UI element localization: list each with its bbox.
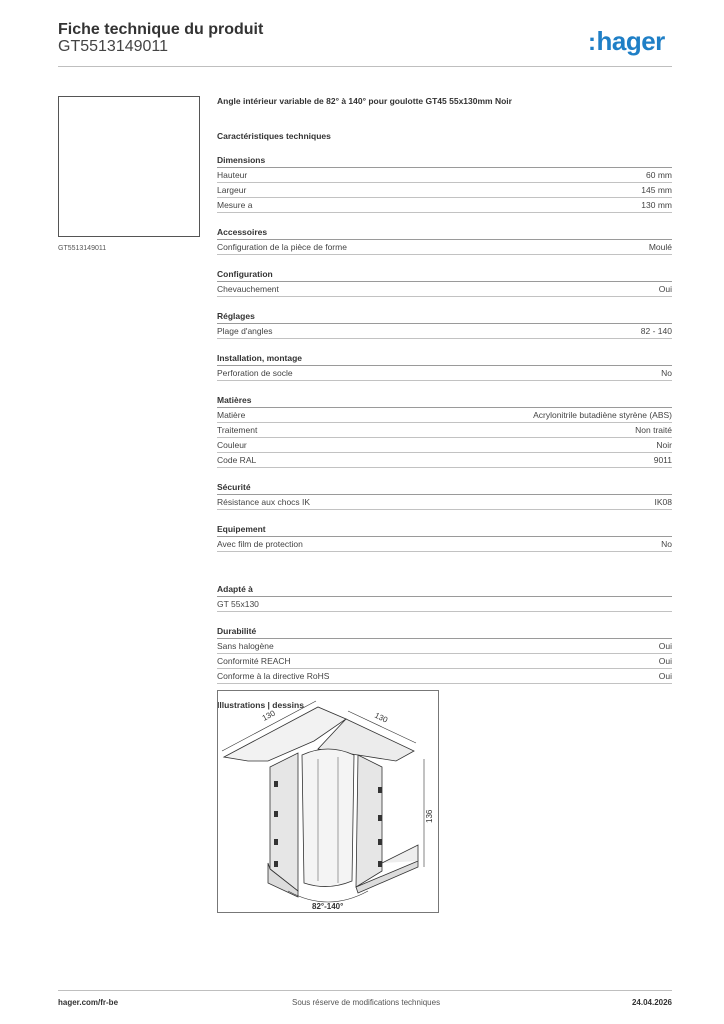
angle-drawing-svg bbox=[218, 691, 438, 912]
illustrations-heading: Illustrations | dessins bbox=[217, 700, 304, 710]
spec-label: GT 55x130 bbox=[217, 599, 259, 609]
dim-height-label: 136 bbox=[425, 809, 434, 823]
spec-row bbox=[217, 183, 672, 198]
spec-label: Mesure a bbox=[217, 200, 253, 210]
page-title: Fiche technique du produit bbox=[58, 21, 264, 38]
spec-row bbox=[217, 597, 672, 612]
logo-dots: : bbox=[588, 29, 596, 56]
spec-group-title: Matières bbox=[217, 394, 672, 408]
spec-value: No bbox=[661, 539, 672, 549]
spec-label: Configuration de la pièce de forme bbox=[217, 242, 347, 252]
spacer bbox=[217, 552, 672, 570]
spec-value: Non traité bbox=[635, 425, 672, 435]
spec-label: Plage d'angles bbox=[217, 326, 273, 336]
spec-group bbox=[217, 310, 672, 339]
spec-label: Conforme à la directive RoHS bbox=[217, 671, 330, 681]
spec-content bbox=[217, 96, 672, 710]
spec-row bbox=[217, 495, 672, 510]
spec-value: Acrylonitrile butadiène styrène (ABS) bbox=[533, 410, 672, 420]
spec-label: Couleur bbox=[217, 440, 247, 450]
footer-divider bbox=[58, 990, 672, 991]
dim-right-label: 130 bbox=[373, 710, 390, 725]
spec-group bbox=[217, 226, 672, 255]
spec-row bbox=[217, 282, 672, 297]
spec-value: Oui bbox=[658, 641, 672, 651]
spec-group-title: Configuration bbox=[217, 268, 672, 282]
spec-value: Moulé bbox=[648, 242, 672, 252]
spec-group bbox=[217, 523, 672, 552]
characteristics-heading: Caractéristiques techniques bbox=[217, 131, 331, 141]
spec-group-title: Sécurité bbox=[217, 481, 672, 495]
technical-drawing bbox=[217, 690, 439, 913]
header-divider bbox=[58, 66, 672, 67]
spec-group-title: Réglages bbox=[217, 310, 672, 324]
spec-group bbox=[217, 154, 672, 213]
spec-value: IK08 bbox=[654, 497, 672, 507]
spec-label: Perforation de socle bbox=[217, 368, 293, 378]
spec-group bbox=[217, 625, 672, 684]
spec-label: Hauteur bbox=[217, 170, 248, 180]
spec-value: 145 mm bbox=[641, 185, 672, 195]
spec-value: Oui bbox=[658, 671, 672, 681]
spec-group bbox=[217, 481, 672, 510]
product-image-placeholder bbox=[58, 96, 200, 237]
spec-row bbox=[217, 453, 672, 468]
spec-row bbox=[217, 639, 672, 654]
spec-label: Résistance aux chocs IK bbox=[217, 497, 311, 507]
spec-row bbox=[217, 198, 672, 213]
spec-label: Code RAL bbox=[217, 455, 257, 465]
spec-label: Avec film de protection bbox=[217, 539, 303, 549]
spec-label: Chevauchement bbox=[217, 284, 279, 294]
spec-group bbox=[217, 583, 672, 612]
spec-label: Sans halogène bbox=[217, 641, 274, 651]
spec-group bbox=[217, 268, 672, 297]
spec-value: 60 mm bbox=[646, 170, 672, 180]
dim-left-label: 130 bbox=[260, 708, 277, 723]
spec-group bbox=[217, 352, 672, 381]
spec-group-title: Installation, montage bbox=[217, 352, 672, 366]
spec-label: Conformité REACH bbox=[217, 656, 291, 666]
logo-text: hager bbox=[596, 26, 665, 56]
hager-logo bbox=[588, 26, 665, 58]
spec-row bbox=[217, 366, 672, 381]
footer-website[interactable]: hager.com/fr-be bbox=[58, 998, 119, 1007]
spec-group bbox=[217, 394, 672, 468]
spec-group-title: Equipement bbox=[217, 523, 672, 537]
product-code: GT5513149011 bbox=[58, 38, 169, 55]
spec-value: 130 mm bbox=[641, 200, 672, 210]
spec-label: Matière bbox=[217, 410, 246, 420]
spec-value: Noir bbox=[656, 440, 672, 450]
spec-value: Oui bbox=[658, 284, 672, 294]
spec-label: Largeur bbox=[217, 185, 247, 195]
spec-group-title: Adapté à bbox=[217, 583, 672, 597]
spec-groups-secondary bbox=[217, 583, 672, 684]
spec-value: No bbox=[661, 368, 672, 378]
spec-row bbox=[217, 408, 672, 423]
spec-row bbox=[217, 240, 672, 255]
footer-date: 24.04.2026 bbox=[631, 998, 672, 1007]
spec-row bbox=[217, 168, 672, 183]
spec-group-title: Durabilité bbox=[217, 625, 672, 639]
spec-row bbox=[217, 654, 672, 669]
dim-angle-label: 82°-140° bbox=[312, 902, 344, 911]
spec-row bbox=[217, 537, 672, 552]
spec-groups bbox=[217, 154, 672, 552]
product-image-caption: GT5513149011 bbox=[58, 245, 107, 252]
spec-row bbox=[217, 324, 672, 339]
spec-value: Oui bbox=[658, 656, 672, 666]
spec-value: 9011 bbox=[653, 455, 672, 465]
footer-notice: Sous réserve de modifications techniques bbox=[292, 998, 441, 1007]
spec-row bbox=[217, 669, 672, 684]
spec-row bbox=[217, 423, 672, 438]
spec-row bbox=[217, 438, 672, 453]
spec-value: 82 - 140 bbox=[640, 326, 672, 336]
spec-group-title: Accessoires bbox=[217, 226, 672, 240]
spec-label: Traitement bbox=[217, 425, 258, 435]
spec-group-title: Dimensions bbox=[217, 154, 672, 168]
product-description: Angle intérieur variable de 82° à 140° pour goulotte GT45 55x130mm Noir bbox=[217, 96, 512, 106]
